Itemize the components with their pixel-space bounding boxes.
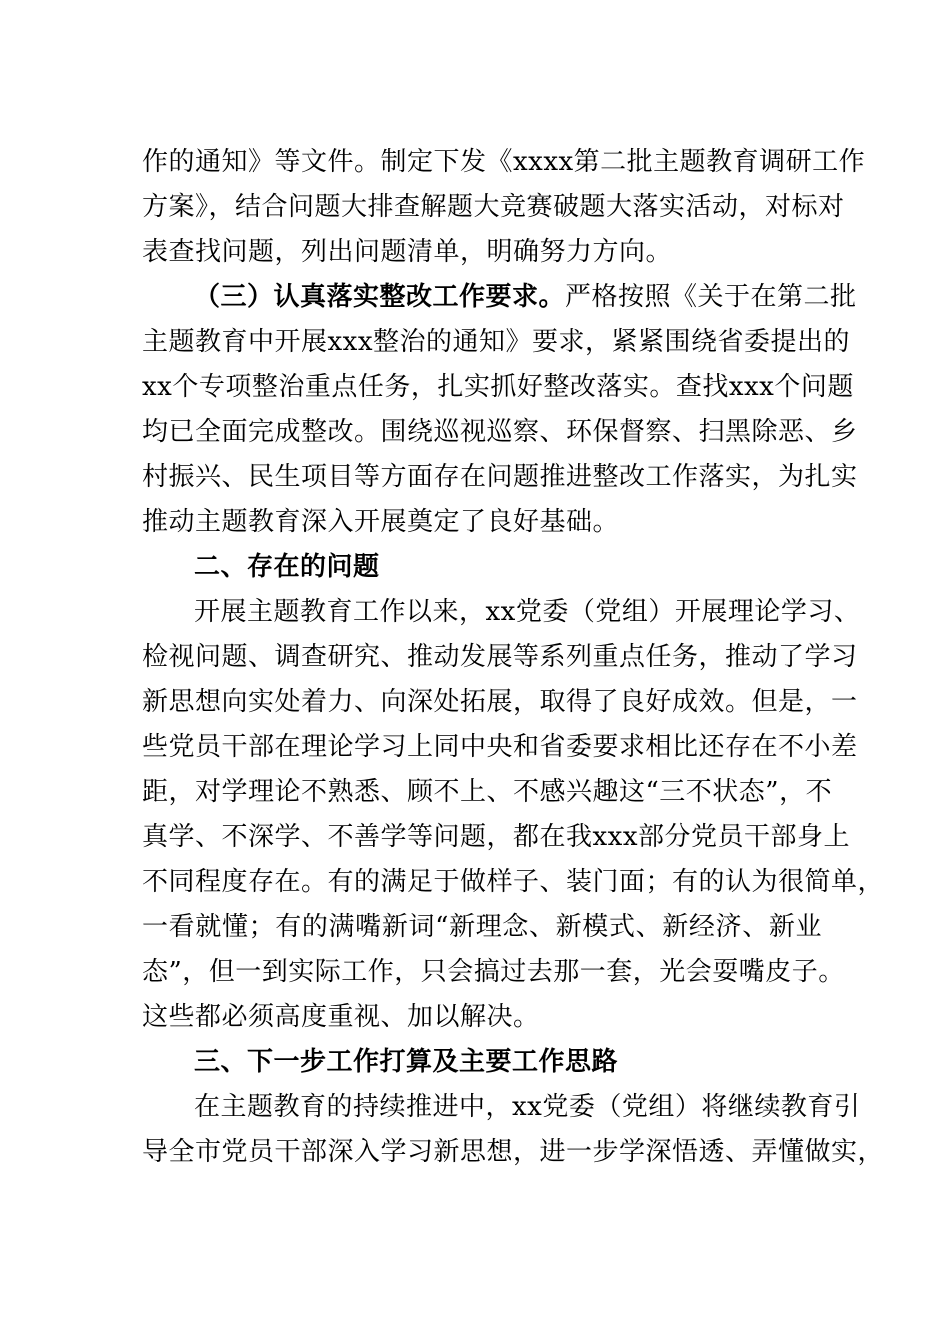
text-line-12: 检视问题、调查研究、推动发展等系列重点任务，推动了学习: [142, 642, 858, 672]
text-line-3: 表查找问题，列出问题清单，明确努力方向。: [142, 237, 673, 267]
text-line-5: 主题教育中开展xxx整治的通知》要求，紧紧围绕省委提出的: [142, 327, 850, 357]
text-line-8: 村振兴、民生项目等方面存在问题推进整改工作落实，为扎实: [142, 462, 858, 492]
text-line-20: 这些都必须高度重视、加以解决。: [142, 1002, 540, 1032]
text-line-19: 态”，但一到实际工作，只会搞过去那一套，光会耍嘴皮子。: [142, 957, 845, 987]
subsection-heading-3: （三）认真落实整改工作要求。: [194, 282, 566, 312]
text-line-23: 导全市党员干部深入学习新思想，进一步学深悟透、弄懂做实，: [142, 1137, 885, 1167]
text-line-17: 不同程度存在。有的满足于做样子、装门面；有的认为很简单，: [142, 867, 885, 897]
text-line-4-rest: 严格按照《关于在第二批: [565, 282, 857, 312]
section-heading-2: 二、存在的问题: [194, 552, 380, 582]
text-line-2: 方案》，结合问题大排查解题大竞赛破题大落实活动，对标对: [142, 192, 845, 222]
text-line-7: 均已全面完成整改。围绕巡视巡察、环保督察、扫黑除恶、乡: [142, 417, 858, 447]
text-line-1: 作的通知》等文件。制定下发《xxxx第二批主题教育调研工作: [142, 147, 866, 177]
text-line-22: 在主题教育的持续推进中，xx党委（党组）将继续教育引: [194, 1092, 861, 1122]
document-body: [142, 140, 885, 1175]
text-line-18: 一看就懂；有的满嘴新词“新理念、新模式、新经济、新业: [142, 912, 822, 942]
section-heading-3: 三、下一步工作打算及主要工作思路: [194, 1047, 619, 1077]
text-line-14: 些党员干部在理论学习上同中央和省委要求相比还存在不小差: [142, 732, 858, 762]
text-line-11: 开展主题教育工作以来，xx党委（党组）开展理论学习、: [194, 597, 861, 627]
text-line-15: 距，对学理论不熟悉、顾不上、不感兴趣这“三不状态”，不: [142, 777, 833, 807]
text-line-16: 真学、不深学、不善学等问题，都在我xxx部分党员干部身上: [142, 822, 850, 852]
text-line-6: xx个专项整治重点任务，扎实抓好整改落实。查找xxx个问题: [142, 372, 854, 402]
text-line-13: 新思想向实处着力、向深处拓展，取得了良好成效。但是，一: [142, 687, 858, 717]
text-line-4: [142, 275, 857, 320]
text-line-9: 推动主题教育深入开展奠定了良好基础。: [142, 507, 620, 537]
